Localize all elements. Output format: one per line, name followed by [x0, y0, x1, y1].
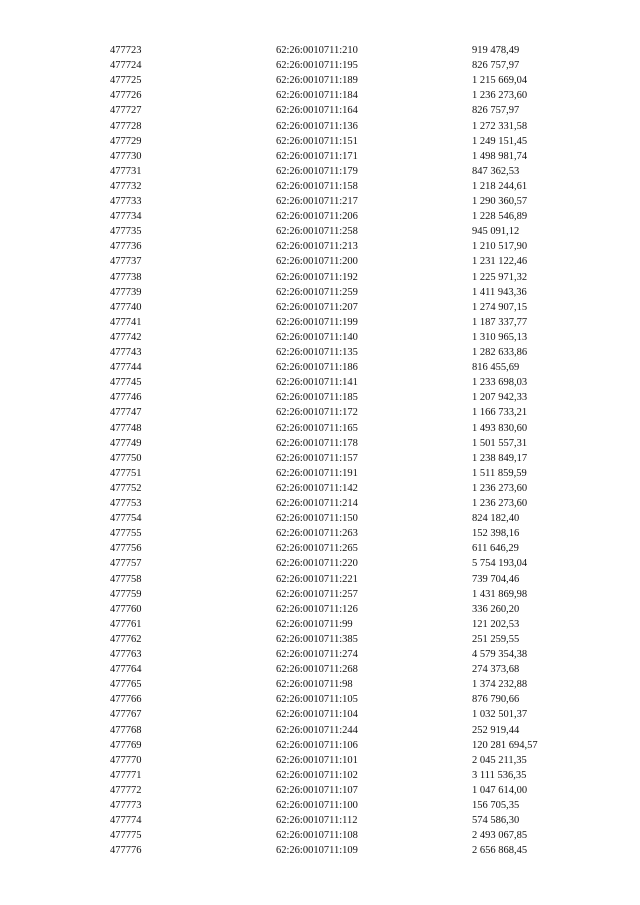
table-row [0, 316, 640, 330]
record-number: 477772 [110, 784, 142, 796]
record-number: 477746 [110, 392, 142, 404]
cadastral-value: 816 455,69 [472, 362, 520, 374]
record-number: 477730 [110, 150, 142, 162]
cadastral-number: 62:26:0010711:171 [276, 150, 358, 162]
table-row [0, 754, 640, 768]
table-row [0, 724, 640, 738]
cadastral-value: 847 362,53 [472, 165, 520, 177]
record-number: 477748 [110, 422, 142, 434]
cadastral-number: 62:26:0010711:112 [276, 815, 358, 827]
record-number: 477751 [110, 467, 142, 479]
table-row [0, 301, 640, 315]
cadastral-number: 62:26:0010711:274 [276, 649, 358, 660]
cadastral-value: 1 411 943,36 [472, 286, 527, 298]
table-row [0, 165, 640, 179]
cadastral-number: 62:26:0010711:141 [276, 377, 358, 389]
table-row [0, 512, 640, 526]
record-number: 477755 [110, 528, 142, 540]
table-row [0, 633, 640, 647]
record-number: 477753 [110, 498, 142, 509]
cadastral-number: 62:26:0010711:106 [276, 739, 358, 751]
cadastral-number: 62:26:0010711:101 [276, 754, 358, 766]
record-number: 477756 [110, 543, 142, 555]
cadastral-value: 156 705,35 [472, 800, 520, 811]
cadastral-value: 945 091,12 [472, 226, 520, 238]
record-number: 477763 [110, 649, 142, 660]
cadastral-number: 62:26:0010711:165 [276, 422, 358, 434]
cadastral-value: 1 228 546,89 [472, 211, 528, 223]
cadastral-number: 62:26:0010711:220 [276, 558, 358, 570]
record-number: 477775 [110, 830, 142, 842]
cadastral-value: 152 398,16 [472, 528, 520, 540]
cadastral-value: 1 187 337,77 [472, 316, 528, 328]
record-number: 477729 [110, 135, 142, 147]
cadastral-value: 3 111 536,35 [472, 769, 527, 781]
table-row [0, 678, 640, 692]
record-number: 477732 [110, 180, 142, 192]
cadastral-value: 121 202,53 [472, 618, 520, 630]
cadastral-value: 1 431 869,98 [472, 588, 528, 600]
cadastral-value: 1 236 273,60 [472, 498, 528, 509]
cadastral-value: 1 501 557,31 [472, 437, 528, 449]
table-row [0, 286, 640, 300]
table-row [0, 391, 640, 405]
record-number: 477759 [110, 588, 142, 600]
table-row [0, 588, 640, 602]
record-number: 477737 [110, 256, 142, 268]
table-row [0, 59, 640, 73]
table-row [0, 135, 640, 149]
record-number: 477743 [110, 347, 142, 358]
cadastral-number: 62:26:0010711:210 [276, 45, 358, 56]
cadastral-value: 1 032 501,37 [472, 709, 528, 721]
cadastral-value: 5 754 193,04 [472, 558, 528, 570]
table-row [0, 739, 640, 753]
cadastral-value: 574 586,30 [472, 815, 520, 827]
table-row [0, 708, 640, 722]
record-number: 477734 [110, 211, 142, 223]
cadastral-value: 1 310 965,13 [472, 331, 528, 343]
record-number: 477750 [110, 452, 142, 464]
record-number: 477745 [110, 377, 142, 389]
cadastral-number: 62:26:0010711:108 [276, 830, 358, 842]
cadastral-number: 62:26:0010711:185 [276, 392, 358, 404]
cadastral-value: 1 233 698,03 [472, 377, 528, 389]
cadastral-value: 1 272 331,58 [472, 120, 528, 132]
cadastral-number: 62:26:0010711:259 [276, 286, 358, 298]
record-number: 477742 [110, 331, 142, 343]
cadastral-number: 62:26:0010711:151 [276, 135, 358, 147]
cadastral-value: 1 493 830,60 [472, 422, 528, 434]
cadastral-value: 1 166 733,21 [472, 407, 528, 419]
record-number: 477769 [110, 739, 142, 751]
cadastral-number: 62:26:0010711:268 [276, 664, 358, 676]
cadastral-number: 62:26:0010711:157 [276, 452, 358, 464]
cadastral-number: 62:26:0010711:102 [276, 769, 358, 781]
table-row [0, 361, 640, 375]
cadastral-number: 62:26:0010711:199 [276, 316, 358, 328]
table-row [0, 799, 640, 813]
table-row [0, 663, 640, 677]
record-number: 477773 [110, 800, 142, 811]
cadastral-number: 62:26:0010711:200 [276, 256, 358, 268]
record-number: 477771 [110, 769, 142, 781]
cadastral-value: 4 579 354,38 [472, 649, 528, 660]
cadastral-number: 62:26:0010711:142 [276, 482, 358, 494]
cadastral-value: 739 704,46 [472, 573, 520, 585]
cadastral-number: 62:26:0010711:98 [276, 679, 353, 691]
record-number: 477768 [110, 724, 142, 736]
cadastral-value: 824 182,40 [472, 513, 520, 525]
cadastral-number: 62:26:0010711:206 [276, 211, 358, 223]
table-row [0, 693, 640, 707]
cadastral-number: 62:26:0010711:214 [276, 498, 358, 509]
cadastral-number: 62:26:0010711:189 [276, 75, 358, 87]
record-number: 477747 [110, 407, 142, 419]
table-row [0, 784, 640, 798]
table-row [0, 648, 640, 662]
cadastral-value: 826 757,97 [472, 60, 520, 72]
record-number: 477725 [110, 75, 142, 87]
cadastral-number: 62:26:0010711:172 [276, 407, 358, 419]
cadastral-number: 62:26:0010711:192 [276, 271, 358, 283]
cadastral-number: 62:26:0010711:265 [276, 543, 358, 555]
record-number: 477766 [110, 694, 142, 706]
table-row [0, 195, 640, 209]
cadastral-value: 1 374 232,88 [472, 679, 528, 691]
table-row [0, 527, 640, 541]
table-row [0, 406, 640, 420]
cadastral-number: 62:26:0010711:164 [276, 105, 358, 117]
cadastral-number: 62:26:0010711:179 [276, 165, 358, 177]
table-row [0, 271, 640, 285]
record-number: 477765 [110, 679, 142, 691]
cadastral-number: 62:26:0010711:244 [276, 724, 358, 736]
table-row [0, 346, 640, 360]
table-row [0, 225, 640, 239]
cadastral-value: 1 282 633,86 [472, 347, 528, 358]
cadastral-number: 62:26:0010711:140 [276, 331, 358, 343]
table-row [0, 482, 640, 496]
table-row [0, 573, 640, 587]
table-row [0, 376, 640, 390]
cadastral-value: 876 790,66 [472, 694, 520, 706]
table-row [0, 422, 640, 436]
record-number: 477723 [110, 45, 142, 56]
cadastral-value: 1 231 122,46 [472, 256, 528, 268]
cadastral-number: 62:26:0010711:257 [276, 588, 358, 600]
cadastral-number: 62:26:0010711:158 [276, 180, 358, 192]
table-row [0, 89, 640, 103]
cadastral-number: 62:26:0010711:385 [276, 633, 358, 645]
cadastral-number: 62:26:0010711:105 [276, 694, 358, 706]
cadastral-value: 2 493 067,85 [472, 830, 528, 842]
record-number: 477744 [110, 362, 142, 374]
table-row [0, 210, 640, 224]
record-number: 477749 [110, 437, 142, 449]
cadastral-value: 1 290 360,57 [472, 196, 528, 207]
record-number: 477739 [110, 286, 142, 298]
cadastral-number: 62:26:0010711:263 [276, 528, 358, 540]
cadastral-value: 1 218 244,61 [472, 180, 528, 192]
record-number: 477752 [110, 482, 142, 494]
record-number: 477733 [110, 196, 142, 207]
table-row [0, 557, 640, 571]
cadastral-number: 62:26:0010711:109 [276, 845, 358, 857]
cadastral-number: 62:26:0010711:126 [276, 603, 358, 615]
table-row [0, 542, 640, 556]
record-number: 477726 [110, 90, 142, 102]
cadastral-value: 919 478,49 [472, 45, 520, 56]
record-number: 477757 [110, 558, 142, 570]
table-row [0, 769, 640, 783]
cadastral-number: 62:26:0010711:217 [276, 196, 358, 207]
table-row [0, 618, 640, 632]
cadastral-number: 62:26:0010711:136 [276, 120, 358, 132]
table-row [0, 74, 640, 88]
record-number: 477767 [110, 709, 142, 721]
cadastral-value: 1 047 614,00 [472, 784, 528, 796]
table-row [0, 44, 640, 58]
cadastral-number: 62:26:0010711:104 [276, 709, 358, 721]
cadastral-value: 120 281 694,57 [472, 739, 538, 751]
cadastral-value: 1 215 669,04 [472, 75, 528, 87]
record-number: 477776 [110, 845, 142, 857]
table-row [0, 150, 640, 164]
cadastral-value: 1 236 273,60 [472, 482, 528, 494]
record-number: 477741 [110, 316, 142, 328]
record-number: 477770 [110, 754, 142, 766]
cadastral-value: 611 646,29 [472, 543, 519, 555]
cadastral-number: 62:26:0010711:195 [276, 60, 358, 72]
cadastral-value: 1 238 849,17 [472, 452, 528, 464]
cadastral-value: 1 511 859,59 [472, 467, 527, 479]
cadastral-value: 336 260,20 [472, 603, 520, 615]
record-number: 477760 [110, 603, 142, 615]
record-number: 477736 [110, 241, 142, 253]
cadastral-number: 62:26:0010711:258 [276, 226, 358, 238]
table-row [0, 467, 640, 481]
cadastral-number: 62:26:0010711:221 [276, 573, 358, 585]
record-number: 477762 [110, 633, 142, 645]
cadastral-value: 826 757,97 [472, 105, 520, 117]
cadastral-value: 1 207 942,33 [472, 392, 528, 404]
cadastral-number: 62:26:0010711:99 [276, 618, 353, 630]
cadastral-value: 1 210 517,90 [472, 241, 528, 253]
cadastral-number: 62:26:0010711:191 [276, 467, 358, 479]
table-row [0, 603, 640, 617]
cadastral-value: 2 045 211,35 [472, 754, 527, 766]
record-number: 477754 [110, 513, 142, 525]
table-row [0, 814, 640, 828]
table-row [0, 331, 640, 345]
cadastral-number: 62:26:0010711:100 [276, 800, 358, 811]
record-number: 477758 [110, 573, 142, 585]
cadastral-number: 62:26:0010711:135 [276, 347, 358, 358]
cadastral-number: 62:26:0010711:186 [276, 362, 358, 374]
cadastral-value: 251 259,55 [472, 633, 520, 645]
table-row [0, 104, 640, 118]
table-row [0, 829, 640, 843]
cadastral-number: 62:26:0010711:213 [276, 241, 358, 253]
cadastral-number: 62:26:0010711:184 [276, 90, 358, 102]
table-row [0, 437, 640, 451]
table-row [0, 844, 640, 858]
table-row [0, 120, 640, 134]
cadastral-value: 2 656 868,45 [472, 845, 528, 857]
table-row [0, 452, 640, 466]
cadastral-value: 1 249 151,45 [472, 135, 528, 147]
cadastral-value: 1 236 273,60 [472, 90, 528, 102]
table-row [0, 255, 640, 269]
record-number: 477735 [110, 226, 142, 238]
cadastral-number: 62:26:0010711:107 [276, 784, 358, 796]
table-row [0, 180, 640, 194]
cadastral-value: 1 225 971,32 [472, 271, 528, 283]
record-number: 477731 [110, 165, 142, 177]
table-row [0, 240, 640, 254]
record-number: 477761 [110, 618, 142, 630]
cadastral-value: 252 919,44 [472, 724, 520, 736]
record-number: 477774 [110, 815, 142, 827]
record-number: 477740 [110, 301, 142, 313]
cadastral-number: 62:26:0010711:178 [276, 437, 358, 449]
table-row [0, 497, 640, 511]
record-number: 477728 [110, 120, 142, 132]
record-number: 477724 [110, 60, 142, 72]
cadastral-number: 62:26:0010711:150 [276, 513, 358, 525]
record-number: 477764 [110, 664, 142, 676]
record-number: 477727 [110, 105, 142, 117]
cadastral-value: 1 274 907,15 [472, 301, 528, 313]
cadastral-number: 62:26:0010711:207 [276, 301, 358, 313]
record-number: 477738 [110, 271, 142, 283]
cadastral-value: 274 373,68 [472, 664, 520, 676]
cadastral-value: 1 498 981,74 [472, 150, 528, 162]
